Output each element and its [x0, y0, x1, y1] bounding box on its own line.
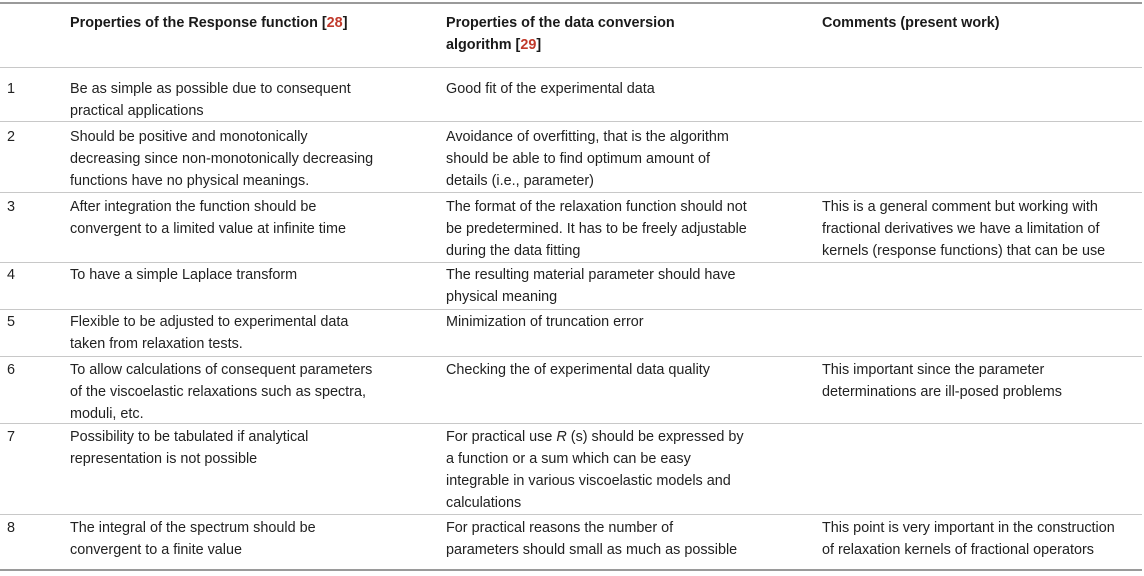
response-property: Be as simple as possible due to consequent practical applications [70, 81, 351, 119]
row-number: 4 [7, 267, 16, 283]
row-number: 1 [7, 81, 16, 97]
response-property: After integration the function should be convergent to a limited value at infinite time [70, 199, 346, 237]
comment: This point is very important in the construction of relaxation kernels of fractional operators [822, 520, 1115, 558]
row-divider [0, 309, 1142, 310]
algorithm-property: The resulting material parameter should have physical meaning [446, 267, 736, 305]
row-number: 2 [7, 129, 16, 145]
comment: This important since the parameter determinations are ill-posed problems [822, 362, 1062, 400]
row-number: 3 [7, 199, 16, 215]
algorithm-property: For practical reasons the number of parameters should small as much as possible [446, 520, 738, 558]
row-number: 6 [7, 362, 16, 378]
response-property: Possibility to be tabulated if analytical representation is not possible [70, 429, 309, 467]
algorithm-property: Avoidance of overfitting, that is the algorithm should be able to find optimum amount of details (i.e., parameter) [446, 129, 729, 189]
response-property: Should be positive and monotonically decreasing since non-monotonically decreasing functions have no physical meanings. [70, 129, 374, 189]
comment: This is a general comment but working with fractional derivatives we have a limitation of kernels (response functions) that can be use [822, 199, 1106, 259]
response-property: To have a simple Laplace transform [70, 267, 298, 283]
algorithm-property: The format of the relaxation function should not be predetermined. It has to be freely adjustable during the data fitting [446, 199, 747, 259]
row-number: 8 [7, 520, 16, 536]
header-comments: Comments (present work) [822, 15, 1000, 31]
response-property: To allow calculations of consequent parameters of the viscoelastic relaxations such as spectra, moduli, etc. [70, 362, 373, 422]
row-divider [0, 192, 1142, 193]
header-divider [0, 67, 1142, 68]
row-divider [0, 423, 1142, 424]
response-property: Flexible to be adjusted to experimental data taken from relaxation tests. [70, 314, 349, 352]
response-property: The integral of the spectrum should be convergent to a finite value [70, 520, 316, 558]
algorithm-property: Good fit of the experimental data [446, 81, 655, 97]
math-symbol-r: R [556, 429, 567, 445]
algorithm-property: Minimization of truncation error [446, 314, 644, 330]
row-number: 7 [7, 429, 16, 445]
row-divider [0, 262, 1142, 263]
table-top-rule [0, 2, 1142, 4]
reference-link-29[interactable]: 29 [520, 37, 537, 53]
header-response-function: Properties of the Response function [28] [70, 15, 348, 31]
row-divider [0, 356, 1142, 357]
row-number: 5 [7, 314, 16, 330]
header-data-conversion: Properties of the data conversion algorithm [29] [446, 15, 675, 53]
row-divider [0, 121, 1142, 122]
table-bottom-rule [0, 569, 1142, 571]
algorithm-property: Checking the of experimental data quality [446, 362, 710, 378]
row-divider [0, 514, 1142, 515]
algorithm-property: For practical use R (s) should be expressed by a function or a sum which can be easy integrable in various viscoelastic models and calculations [446, 429, 744, 511]
reference-link-28[interactable]: 28 [326, 15, 343, 31]
